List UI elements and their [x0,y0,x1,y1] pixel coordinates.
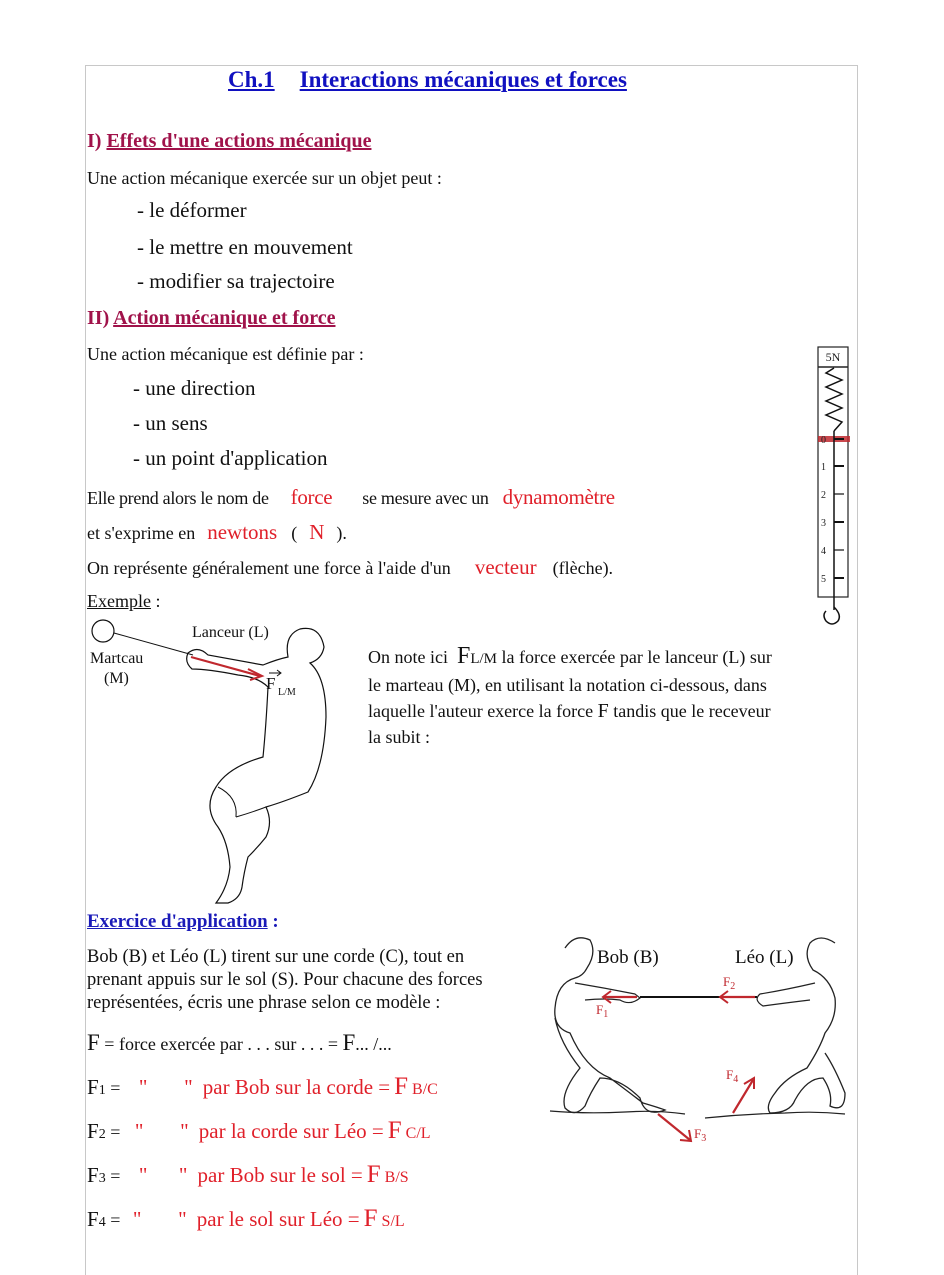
dynamometer-icon [812,345,857,630]
answer-text: par Bob sur la corde = [202,1075,391,1099]
text-line: le marteau (M), en utilisant la notation ci-dessous, dans [368,675,767,695]
section2-heading [87,307,335,330]
text-line: prenant appuis sur le sol (S). Pour chacune des forces [87,970,483,990]
f3-label: $F_3$ [694,1126,707,1144]
tick-label: 1 [821,462,826,473]
text: = [105,1078,125,1098]
f1-label: $F_1$ [596,1002,609,1020]
answer-subscript: B/C [412,1081,438,1098]
section1-item: - le déformer [137,198,247,222]
exercise-heading [87,911,279,933]
force-symbol: F [456,643,471,669]
text: F [394,1073,409,1100]
hammer-label: Martcau [90,650,144,667]
section1-heading [87,130,371,153]
section2-item: - une direction [133,376,256,400]
text: ... /... [355,1034,392,1054]
text-line [368,698,772,724]
text-line: représentées, écris une phrase selon ce modèle : [87,993,441,1013]
answer-n: N [309,520,325,544]
example-label [87,591,161,612]
bob-label: Bob (B) [597,947,659,968]
answer-text: par la corde sur Léo = [198,1119,384,1143]
text: (flèche). [552,558,614,578]
section1-item: - modifier sa trajectoire [137,269,335,293]
vector-line [87,555,613,580]
answer-dynamometre: dynamomètre [502,485,615,509]
text: se mesure avec un [362,488,489,508]
text: : [150,591,161,611]
text: On représente généralement une force à l'aide d'un [87,558,451,578]
force-subscript: L/M [278,687,296,698]
text-line: la subit : [368,727,430,747]
answer-text: par le sol sur Léo = [196,1207,360,1231]
text: 1 [98,1083,106,1098]
text: ( [291,523,298,543]
text: F [87,1119,99,1143]
text: et s'exprime en [87,523,196,543]
answer-vecteur: vecteur [474,555,537,579]
section1-item: - le mettre en mouvement [137,235,353,259]
ditto-marks: " " [134,1119,189,1143]
exercise-statement [87,946,483,1015]
text: F [387,1117,402,1144]
section1-intro: Une action mécanique exercée sur un objet peut : [87,168,442,188]
text: tandis que le receveur [613,701,771,721]
text: On note ici [368,647,448,667]
tick-label: 3 [821,518,826,529]
unit-line [87,520,347,545]
thrower-label: Lanceur (L) [192,624,269,641]
section2-intro: Une action mécanique est définie par : [87,344,364,364]
answer-row [87,1067,438,1111]
chapter-heading: Interactions mécaniques et forces [299,67,627,92]
text: F [363,1205,378,1232]
notation-explanation [368,643,772,750]
text: 4 [98,1215,106,1230]
leo-label: Léo (L) [735,947,794,968]
section2-title: Action mécanique et force [113,307,336,329]
f2-label: $F_2$ [723,974,736,992]
ditto-marks: " " [138,1075,193,1099]
hammer-ball-icon [92,620,114,642]
section1-title: Effets d'une actions mécanique [106,130,372,152]
tick-label: 0 [821,435,826,446]
text: la force exercée par le lanceur (L) sur [501,647,772,667]
f4-label: $F_4$ [726,1067,739,1085]
hammer-symbol: (M) [104,670,129,687]
text: = [105,1166,125,1186]
answer-text: par Bob sur le sol = [197,1163,363,1187]
text: F [87,1163,99,1187]
force-f3-arrow-icon [658,1114,690,1140]
text: F [366,1161,381,1188]
text: 2 [98,1127,106,1142]
answer-newtons: newtons [207,520,278,544]
text: F [87,1207,99,1231]
answers-list [87,1067,438,1243]
text: Exercice d'application [87,911,268,932]
text: Elle prend alors le nom de [87,488,269,508]
text: laquelle l'auteur exerce la force [368,701,594,721]
answer-row [87,1155,438,1199]
text-line: Bob (B) et Léo (L) tirent sur une corde (C), tout en [87,947,465,967]
hammer-thrower-figure [88,617,363,907]
section2-item: - un sens [133,411,208,435]
tick-label: 4 [821,546,826,557]
tick-label: 5 [821,574,826,585]
force-symbol-subscript: L/M [470,651,498,667]
ditto-marks: " " [138,1163,188,1187]
answer-row [87,1111,438,1155]
force-label: F [266,674,276,693]
chapter-number: Ch.1 [228,67,275,92]
section2-number: II) [87,307,110,329]
text: F [342,1030,356,1055]
section1-number: I) [87,130,102,152]
answer-subscript: S/L [381,1213,405,1230]
ditto-marks: " " [132,1207,187,1231]
text: Exemple [87,591,151,611]
answer-subscript: C/L [405,1125,431,1142]
answer-row [87,1199,438,1243]
section2-item: - un point d'application [133,446,328,470]
text: F [87,1075,99,1099]
chapter-title [228,67,627,93]
text: = force exercée par . . . sur . . . = [104,1034,338,1054]
answer-subscript: B/S [384,1169,409,1186]
text: F [87,1030,100,1055]
dynamometer-label: 5N [825,350,841,364]
force-definition-line [87,485,615,510]
text: : [267,911,279,932]
text: F [597,700,609,722]
text: = [105,1210,125,1230]
model-sentence [87,1030,392,1056]
text: 3 [98,1171,106,1186]
text: = [105,1122,125,1142]
text-line [368,643,772,672]
tick-label: 2 [821,490,826,501]
answer-force: force [290,485,333,509]
text: ). [336,523,347,543]
tug-of-war-figure [545,928,850,1146]
